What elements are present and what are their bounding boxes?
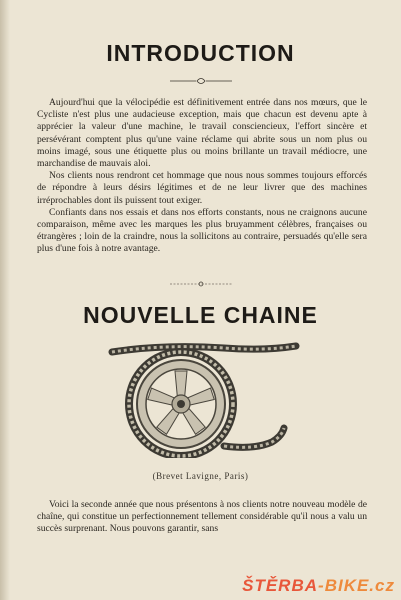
- chainring-illustration-icon: [104, 338, 302, 458]
- watermark-part-1: ŠTĚRBA: [242, 576, 319, 595]
- ornament-divider-icon: [170, 279, 232, 289]
- ornament-divider-icon: [170, 76, 232, 86]
- intro-paragraph-1: Aujourd'hui que la vélocipédie est définitivement entrée dans nos mœurs, que le Cycliste n'est plus une audacieuse exception, mais que chacun est devenu apte à apprécier la valeur d'une machine, le travail consciencieux, l'effort sincère et persévérant comptent plus qu'une vaine réclame qui abrite sous un nom plus ou moins imagé, sous une étiquette plus ou moins brillante un travail médiocre, une marchandise de mauvais aloi.: [37, 97, 367, 170]
- figure-caption: (Brevet Lavigne, Paris): [152, 471, 249, 481]
- chaine-paragraph: Voici la seconde année que nous présentons à nos clients notre nouveau modèle de chaîne, qui constitue un perfectionnement tellement considérable qu'il nous a valu un succès surprenant. Nous pouvons garantir, sans: [37, 499, 367, 535]
- introduction-heading: INTRODUCTION: [106, 40, 295, 66]
- introduction-text: [37, 97, 367, 256]
- nouvelle-chaine-heading: NOUVELLE CHAINE: [83, 302, 318, 328]
- watermark-part-2: -BIKE.cz: [318, 576, 395, 595]
- chaine-text: [37, 499, 367, 536]
- intro-paragraph-2: Nos clients nous rendront cet hommage que nous nous sommes toujours efforcés de répondre à leurs désirs légitimes et de ne leur livrer que des machines irréprochables dont ils puissent tout exiger.: [37, 170, 367, 206]
- page-edge-shadow: [0, 0, 10, 600]
- site-watermark: [242, 576, 395, 596]
- intro-paragraph-3: Confiants dans nos essais et dans nos efforts constants, nous ne craignons aucune comparaison, même avec les marques les plus bruyamment célèbres, françaises ou étrangères ; loin de la craindre, nous la sollicitons au contraire, persuadés qu'elle sera plus d'une fois à notre avantage.: [37, 206, 367, 255]
